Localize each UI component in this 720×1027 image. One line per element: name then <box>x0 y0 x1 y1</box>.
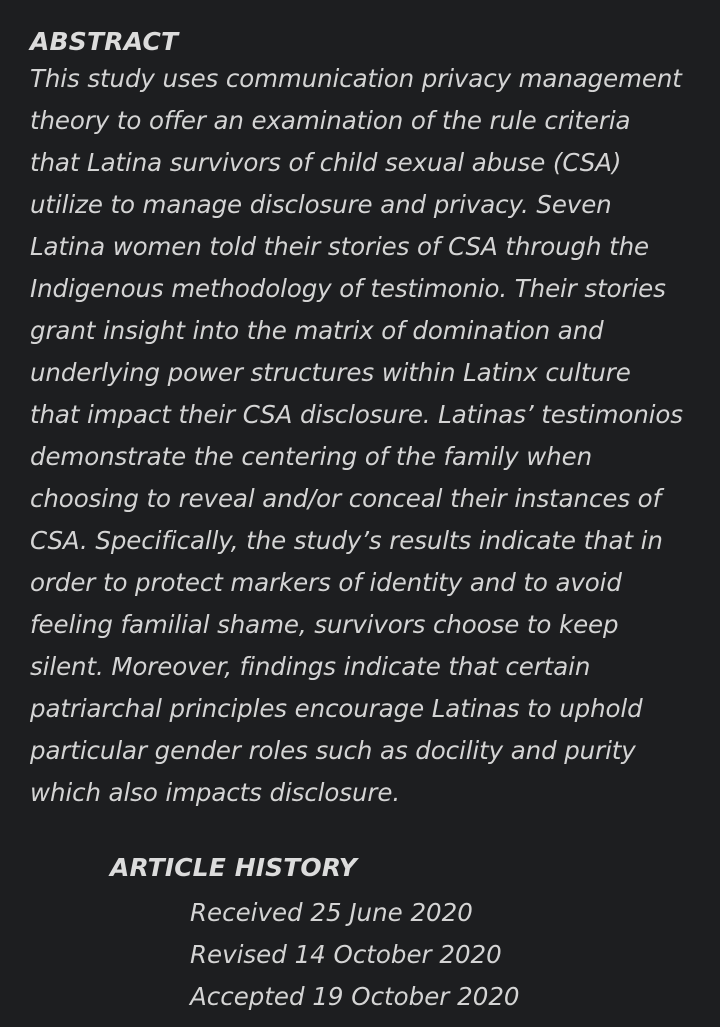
received-date: Received 25 June 2020 <box>190 898 473 927</box>
abstract-line: theory to offer an examination of the rule criteria <box>30 106 631 135</box>
article-history-list <box>190 892 520 1018</box>
abstract-line: utilize to manage disclosure and privacy. Seven <box>30 190 612 219</box>
abstract-line: silent. Moreover, findings indicate that certain <box>30 652 591 681</box>
abstract-line: choosing to reveal and/or conceal their instances of <box>30 484 662 513</box>
abstract-line: that impact their CSA disclosure. Latinas’ testimonios <box>30 400 683 429</box>
abstract-line: demonstrate the centering of the family when <box>30 442 592 471</box>
abstract-line: feeling familial shame, survivors choose to keep <box>30 610 619 639</box>
abstract-line: patriarchal principles encourage Latinas to uphold <box>30 694 643 723</box>
abstract-section <box>30 26 700 814</box>
revised-date: Revised 14 October 2020 <box>190 940 502 969</box>
abstract-heading: ABSTRACT <box>30 27 179 56</box>
abstract-line: that Latina survivors of child sexual abuse (CSA) <box>30 148 622 177</box>
abstract-body <box>30 58 700 814</box>
abstract-line: Indigenous methodology of testimonio. Their stories <box>30 274 666 303</box>
abstract-line: grant insight into the matrix of domination and <box>30 316 604 345</box>
abstract-line: CSA. Specifically, the study’s results indicate that in <box>30 526 663 555</box>
accepted-date: Accepted 19 October 2020 <box>190 982 520 1011</box>
article-history-heading: ARTICLE HISTORY <box>110 853 357 882</box>
abstract-line: Latina women told their stories of CSA through the <box>30 232 650 261</box>
abstract-line: which also impacts disclosure. <box>30 778 401 807</box>
abstract-line: order to protect markers of identity and to avoid <box>30 568 622 597</box>
article-history-section <box>110 850 520 1018</box>
abstract-line: This study uses communication privacy management <box>30 64 682 93</box>
abstract-line: particular gender roles such as docility and purity <box>30 736 636 765</box>
abstract-line: underlying power structures within Latinx culture <box>30 358 631 387</box>
